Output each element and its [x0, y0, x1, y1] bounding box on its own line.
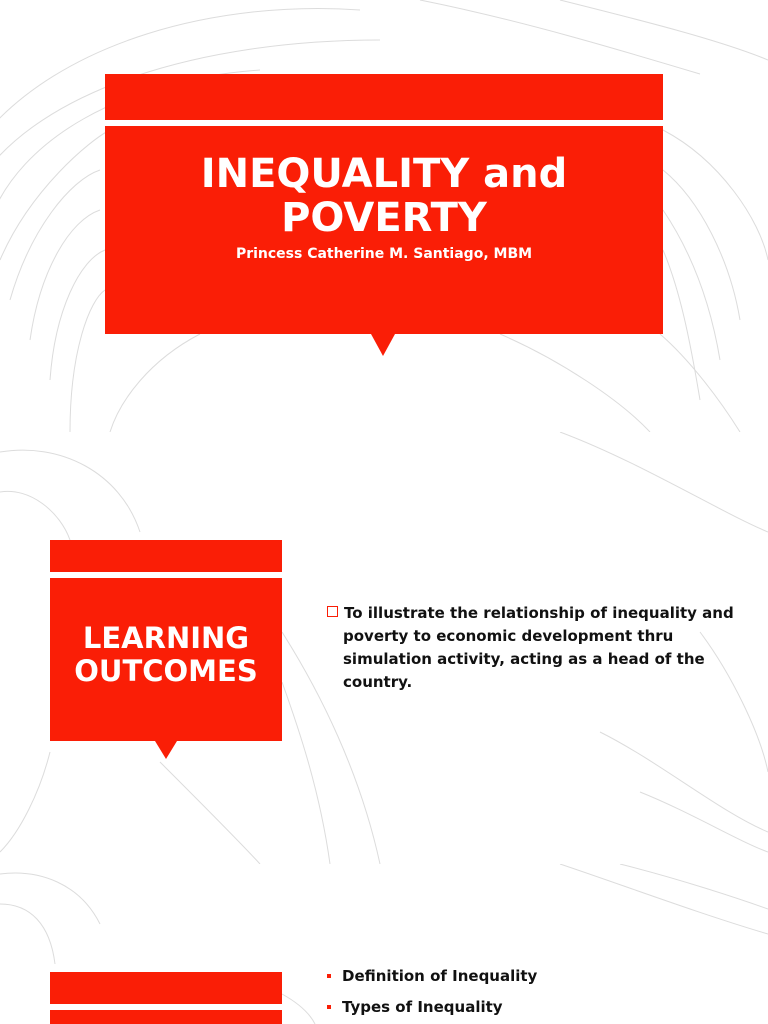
checkbox-icon: [327, 606, 338, 617]
slide-topics: [0, 864, 768, 1024]
bullet-icon: [327, 1005, 331, 1009]
presentation-title: INEQUALITY and POVERTY: [200, 151, 568, 241]
title-banner-top: [105, 74, 663, 120]
slide-title: [0, 0, 768, 432]
learning-outcome-text: To illustrate the relationship of inequality and poverty to economic development thru simulation activity, acting as a head of the country.: [343, 604, 734, 691]
banner-pointer: [155, 741, 177, 759]
banner-pointer: [371, 334, 395, 356]
topic-list: [326, 964, 537, 1024]
topic-text: Types of Inequality: [342, 998, 503, 1016]
section-banner: [50, 1010, 282, 1024]
section-banner-top: [50, 540, 282, 572]
learning-outcome-item: [327, 602, 743, 694]
section-title: LEARNING OUTCOMES: [74, 621, 258, 688]
topic-text: Definition of Inequality: [342, 967, 538, 985]
slide-learning-outcomes: [0, 432, 768, 864]
section-banner-top: [50, 972, 282, 1004]
list-item: [326, 964, 537, 995]
bullet-icon: [327, 974, 331, 978]
list-item: [326, 995, 537, 1024]
presenter-name: Princess Catherine M. Santiago, MBM: [235, 246, 533, 262]
